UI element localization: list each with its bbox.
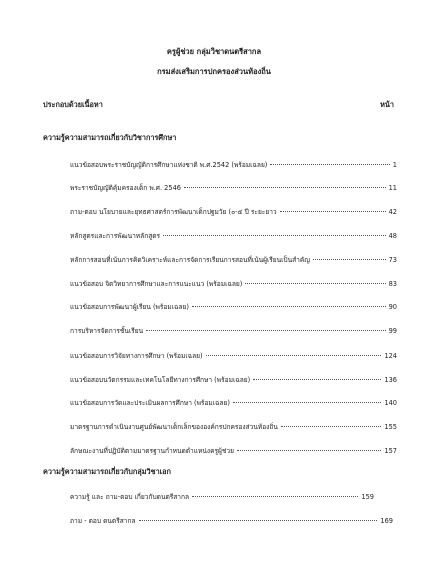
toc-entry-text: หลักสูตรและการพัฒนาหลักสูตร — [70, 232, 161, 240]
toc-entry-page: 155 — [384, 423, 397, 431]
dot-leader — [281, 426, 382, 427]
toc-entry — [70, 301, 397, 312]
dot-leader — [233, 402, 381, 403]
toc-entry — [70, 254, 397, 265]
toc-entry-text: มาตรฐานการดำเนินงานศูนย์พัฒนาเด็กเล็กขององค์กรปกครองส่วนท้องถิ่น — [70, 423, 278, 431]
toc-entry — [70, 397, 397, 408]
toc-header — [43, 100, 394, 111]
toc-entry-text: การบริหารจัดการชั้นเรียน — [70, 327, 144, 335]
dot-leader — [253, 379, 381, 380]
toc-entry-text: แนวข้อสอบการวิจัยทางการศึกษา (พร้อมเฉลย) — [70, 352, 203, 360]
dot-leader — [245, 283, 385, 284]
dot-leader — [192, 306, 386, 307]
toc-entry-page: 1 — [392, 161, 397, 169]
toc-entry-text: แนวข้อสอบพระราชบัญญัติการศึกษาแห่งชาติ พ.ศ.2542 (พร้อมเฉลย) — [70, 161, 268, 169]
toc-entry-page: 136 — [384, 376, 397, 384]
toc-entry-text: ถาม-ตอบ นโยบายและยุทธศาสตร์การพัฒนาเด็กปฐมวัย (๐-๕ ปี ระยะยาว — [70, 208, 277, 216]
toc-entry-page: 11 — [388, 184, 397, 192]
dot-leader — [206, 355, 382, 356]
toc-entry-page: 124 — [384, 352, 397, 360]
toc-entry — [70, 421, 397, 432]
toc-entry — [70, 374, 397, 385]
toc-entry-page: 42 — [388, 208, 397, 216]
toc-entry-text: พระราชบัญญัติคุ้มครองเด็ก พ.ศ. 2546 — [70, 184, 181, 192]
toc-entry — [70, 159, 397, 170]
dot-leader — [184, 187, 386, 188]
section-heading: ความรู้ความสามารถเกี่ยวกับวิชาการศึกษา — [43, 133, 177, 142]
toc-entry — [70, 325, 397, 336]
dot-leader — [313, 259, 386, 260]
document-subtitle: กรมส่งเสริมการปกครองส่วนท้องถิ่น — [157, 67, 271, 76]
dot-leader — [139, 520, 378, 521]
toc-entry-page: 157 — [384, 447, 397, 455]
toc-entry — [70, 278, 397, 289]
toc-entry-text: ลักษณะงานที่ปฏิบัติตามมาตรฐานกำหนดตำแหน่งครูผู้ช่วย — [70, 447, 234, 455]
toc-entry-page: 83 — [388, 280, 397, 288]
toc-entry-page: 169 — [380, 517, 393, 525]
toc-entry-page: 73 — [388, 256, 397, 264]
toc-entry — [70, 206, 397, 217]
toc-entry — [70, 182, 397, 193]
toc-entry-page: 90 — [388, 303, 397, 311]
dot-leader — [192, 496, 358, 497]
toc-entry-text: แนวข้อสอบ จิตวิทยาการศึกษาและการแนะแนว (พร้อมเฉลย) — [70, 280, 243, 288]
section-heading: ความรู้ความสามารถเกี่ยวกับกลุ่มวิชาเอก — [43, 467, 171, 476]
toc-entry-text: แนวข้อสอบนวัตกรรมและเทคโนโลยีทางการศึกษา (พร้อมเฉลย) — [70, 376, 251, 384]
dot-leader — [280, 211, 386, 212]
toc-page-label: หน้า — [380, 100, 394, 109]
toc-entry-text: ความรู้ และ ถาม-ตอบ เกี่ยวกับดนตรีสากล — [70, 493, 190, 501]
toc-entry-text: แนวข้อสอบการพัฒนาผู้เรียน (พร้อมเฉลย) — [70, 303, 189, 311]
toc-entry-page: 99 — [388, 327, 397, 335]
toc-entry — [70, 350, 397, 361]
dot-leader — [237, 450, 381, 451]
dot-leader — [270, 164, 389, 165]
dot-leader — [163, 235, 386, 236]
toc-entry — [70, 491, 374, 502]
toc-content-label: ประกอบด้วยเนื้อหา — [43, 100, 103, 109]
toc-entry-text: แนวข้อสอบการวัดและประเมินผลการศึกษา (พร้อมเฉลย) — [70, 399, 230, 407]
document-title: ครูผู้ช่วย กลุ่มวิชาดนตรีสากล — [166, 47, 262, 56]
toc-entry-text: ถาม - ตอบ ดนตรีสากล — [70, 517, 136, 525]
toc-entry-page: 140 — [384, 399, 397, 407]
dot-leader — [146, 330, 386, 331]
toc-entry-text: หลักการสอนที่เน้นการคิดวิเคราะห์และการจัดการเรียนการสอนที่เน้นผู้เรียนเป็นสำคัญ — [70, 256, 310, 264]
toc-entry-page: 48 — [388, 232, 397, 240]
toc-entry-page: 159 — [361, 493, 374, 501]
toc-entry — [70, 445, 397, 456]
toc-entry — [70, 515, 393, 526]
toc-entry — [70, 230, 397, 241]
